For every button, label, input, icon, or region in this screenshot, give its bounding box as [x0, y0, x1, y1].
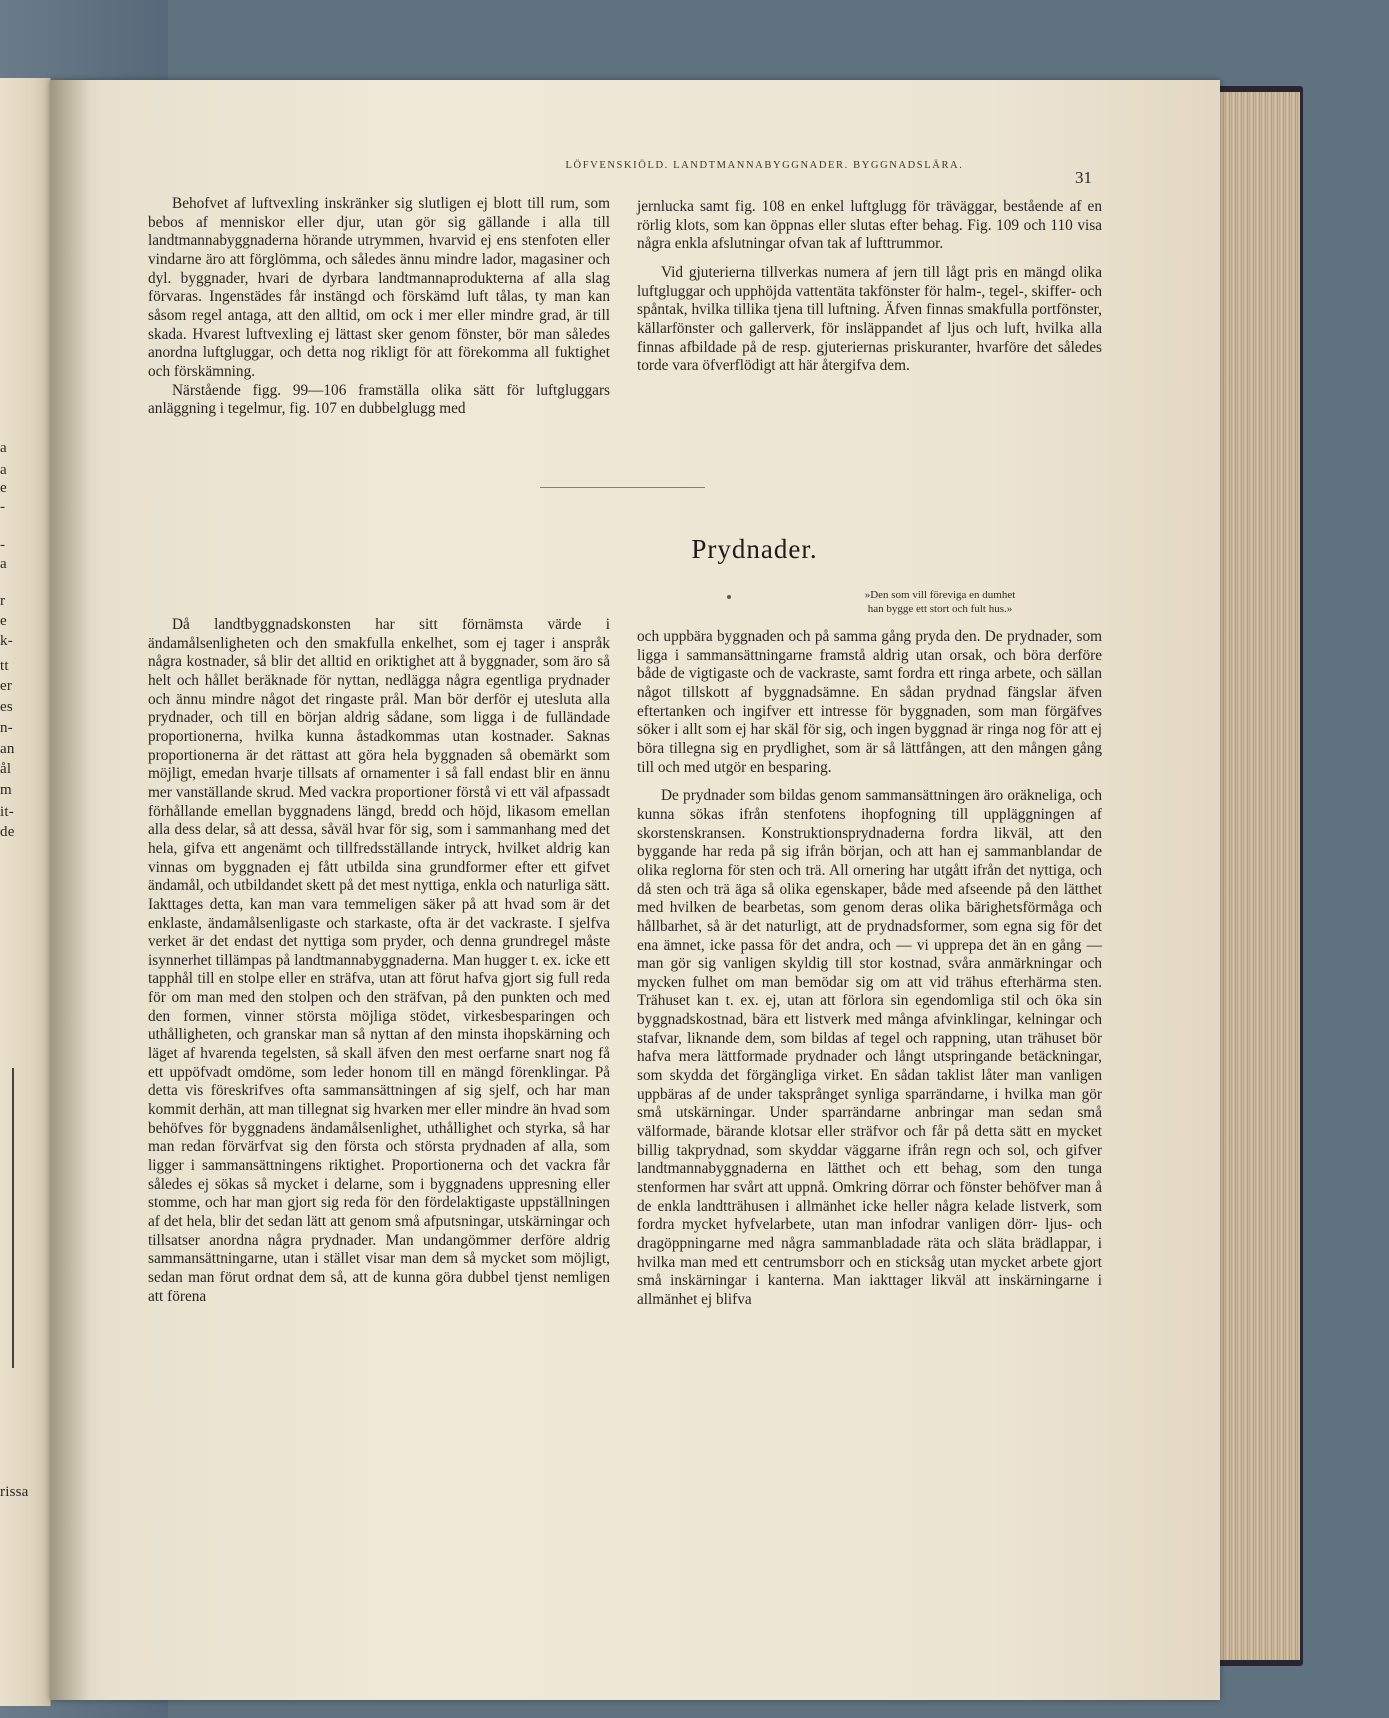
section-title: Prydnader. [691, 534, 818, 564]
column-right-top [637, 198, 1102, 376]
epigraph-line: »Den som vill föreviga en dumhet [864, 589, 1016, 601]
left-fragment: rissa [0, 1484, 29, 1500]
paragraph: och uppbära byggnaden och på samma gång pryda den. De prydnader, som ligga i sammansättningarne framstå aldrig utan orsak, och böra derföre både de vigtigaste och de vackraste, samt fordra ett ringa arbete, och sällan något tillskott af byggnadsämne. En sådan prydnad fängslar äfven eftertanken och ingifver ett intresse för byggnaden, som man förgäfves söker i allt som ej har skäl för sig, och ingen byggnad är ringa nog för att ej böra tillegna sig en prydlighet, som är så lättfången, att den mången gång till och med utgör en besparing. [637, 628, 1102, 776]
paragraph: Behofvet af luftvexling inskränker sig slutligen ej blott till rum, som bebos af menniskor eller djur, utan gör sig gällande i alla till landtmannabyggnaderna hörande utrymmen, hvarvid ej ens stenfoten eller vindarne äro att förglömma, och således ännu mindre lador, magasiner och dyl. byggnader, hvari de dyrbara landtmannaprodukterna af alla slag förvaras. Ingenstädes får instängd och förskämd luft tålas, ty man kan såsom regel antaga, att den alltid, om ock i mer eller mindre grad, är till skada. Hvarest luftvexling ej lättast sker genom fönster, bör man således anordna luftgluggar, och detta nog rikligt för att förekomma all fuktighet och förskämning. [148, 195, 610, 380]
paragraph: Närstående figg. 99—106 framställa olika sätt för luftgluggars anläggning i tegelmur, fig. 107 en dubbelglugg med [148, 381, 610, 418]
left-fragment: k- [0, 633, 13, 649]
left-fragment: an [0, 741, 15, 757]
left-facing-page [0, 78, 51, 1706]
spine-shadow [50, 80, 90, 1700]
left-fragment: de [0, 824, 15, 840]
column-left-main [148, 616, 610, 1306]
left-fragment: - [0, 537, 6, 553]
epigraph [790, 588, 1090, 616]
left-fragment: es [0, 699, 13, 715]
section-divider [540, 487, 705, 488]
left-fragment: e [0, 613, 7, 629]
running-head: LÖFVENSKIÖLD. LANDTMANNABYGGNADER. BYGGNADSLÄRA. [565, 160, 964, 171]
left-fragment: it- [0, 804, 14, 820]
column-left-top [148, 195, 610, 419]
left-fragment: a [0, 556, 7, 572]
left-page-figure-line [0, 1068, 14, 1368]
paragraph: Vid gjuterierna tillverkas numera af jern till lågt pris en mängd olika luftgluggar och upphöjda vattentäta takfönster för halm-, tegel-, skiffer- och spåntak, hvilka tillika tjena till luftning. Äfven finnas smakfulla portfönster, källarfönster och gallerverk, för insläppandet af ljus och luft, hvilka alla finnas afbildade på de resp. gjuteriernas priskuranter, hvarföre det således torde vara öfverflödigt att här återgifva dem. [637, 263, 1102, 375]
left-fragment: a [0, 462, 7, 478]
left-fragment: e [0, 480, 7, 496]
left-fragment: tt [0, 658, 9, 674]
left-fragment: a [0, 440, 7, 456]
left-fragment: er [0, 678, 13, 694]
left-fragment: ål [0, 761, 12, 777]
left-fragment: n- [0, 720, 13, 736]
paragraph: Då landtbyggnadskonsten har sitt förnämsta värde i ändamålsenligheten och den smakfulla enkelhet, som ej tager i anspråk några kostnader, så blir det alltid en oriktighet att å byggnader, som äro så helt och hållet beräknade för nyttan, nedlägga några egentliga prydnader och ännu mindre något det ringaste prål. Man bör derför ej utesluta alla prydnader, och till en början aldrig sådane, som ligga i de fulländade proportionerna, hvilka kunna åstadkommas utan kostnader. Saknas proportionerna är det rättast att göra hela byggnaden så obemärkt som möjligt, emedan hvarje tillsats af ornamenter i så fall endast blir en ännu mer vanställande skrud. Med vackra proportioner förstå vi ett väl afpassadt förhållande emellan byggnadens längd, bredd och höjd, likasom emellan alla dess delar, så att dessa, såväl hvar för sig, som i sammanhang med det hela, gifva ett angenämt och tillfredsställande intryck, hvilket aldrig kan vinnas om byggnaden ej fått utbilda sina grundformer efter ett gifvet ändamål, och utbildandet skett på det mest nyttiga, enkla och naturliga sätt. Iakttages detta, kan man vara temmeligen säker på att hvad som är det enklaste, ändamålsenligaste och starkaste, ofta är det vackraste. I sjelfva verket är det endast det nyttiga som pryder, och denna grundregel måste isynnerhet tillämpas på landtmannabyggnaderna. Man hugger t. ex. icke ett tapphål till en stolpe eller en sträfva, utan att förut hafva gjort sig full reda för om man med den stolpen och den sträfvan, på den punkten och med den formen, vinner största möjliga stödet, virkesbesparingen och uthålligheten, och granskar man så nyttan af den minsta ihopskärning och läget af hvarenda tegelsten, så skall äfven den mest oerfarne snart nog få ett uppöfvadt omdöme, som leder honom till en mängd förenklingar. På detta vis föreskrifves ofta sammansättningen af sig sjelf, och har man kommit derhän, att man tillegnat sig hvarken mer eller mindre än hvad som behöfves för byggnadens ändamålsenlighet, uthållighet och styrka, så har man redan förvärfvat sig den första och största prydnaden af alla, som ligger i sammansättningens riktighet. Proportionerna och det vackra får således ej sökas så mycket i delarne, som i byggnadens uppresning eller stomme, och har man gjort sig reda för den fördelaktigaste uppställningen af det hela, blir det sedan lätt att genom små afputsningar, utskärningar och tillsatser anordna några prydnader. Man undangömmer derföre aldrig sammansättningarne, utan i stället visar man dem så mycket som möjligt, sedan man förut ordnat dem så, att de kunna göra dubbel tjenst nemligen att förena [148, 616, 610, 1305]
epigraph-line: han bygge ett stort och fult hus.» [867, 603, 1013, 615]
paragraph: jernlucka samt fig. 108 en enkel luftglugg för träväggar, bestående af en rörlig klots, som kan öppnas eller slutas efter behag. Fig. 109 och 110 visa några enkla afslutningar ofvan tak af lufttrummor. [637, 198, 1102, 253]
paragraph: De prydnader som bildas genom sammansättningen äro oräkneliga, och kunna sökas ifrån stenfotens ihopfogning till uppläggningen af skorstenskransen. Konstruktionsprydnaderna fordra likväl, att den byggande har reda på sig ifrån början, och att han ej sammanblandar de olika reglorna för sten och trä. All ornering har utgått ifrån det nyttiga, och då sten och trä äga så olika egenskaper, både med afseende på den lätthet med hvilken de bearbetas, som genom deras olika bärighetsförmåga och hållbarhet, så är det naturligt, att de prydnadsformer, som egna sig för det ena ämnet, icke passa för det andra, och — vi upprepa det än en gång — man gör sig vanligen skyldig till stor kostnad, svåra anmärkningar och mycken fulhet om man bemödar sig om att vid trähus efterhärma sten. Trähuset kan t. ex. ej, utan att förlora sin egendomliga stil och öka sin byggnadskostnad, bära ett listverk med många afvinklingar, kelningar och stafvar, liknande dem, som bildas af tegel och rappning, utan trähuset bör hafva mera lättformade prydnader och långt utspringande betäckningar, som skydda det förgängliga virket. En sådan taklist låter man vanligen uppbäras af de under taksprånget synliga sparrändarne, i hvilka man gör små utskärningar. Under sparrändarne anbringar man sedan små välformade, bärande klotsar eller sträfvor och får på detta sätt en mycket billig takprydnad, som skyddar väggarne ifrån regn och sol, och gifver landtmannabyggnaderna en lätthet och ett behag, som den tunga stenformen har svårt att uppnå. Omkring dörrar och fönster behöfver man å de enkla landtträhusen i allmänhet icke heller några kelade listverk, som fordra mycket hyfvelarbete, utan man infodrar vanligen dörr- ljus- och dragöppningarne med några sammanbladade räta och släta brädlappar, i hvilka man med ett centrumsborr och en sticksåg utan mycket arbete gjort små inskärningar i kanterna. Man iakttager likväl att inskärningarne i allmänhet ej blifva [637, 787, 1102, 1308]
column-right-main [637, 628, 1102, 1310]
left-fragment: r [0, 593, 6, 609]
page-number: 31 [1075, 168, 1092, 187]
left-fragment: m [0, 782, 12, 798]
ink-speck [727, 595, 731, 599]
left-fragment: - [0, 499, 6, 515]
